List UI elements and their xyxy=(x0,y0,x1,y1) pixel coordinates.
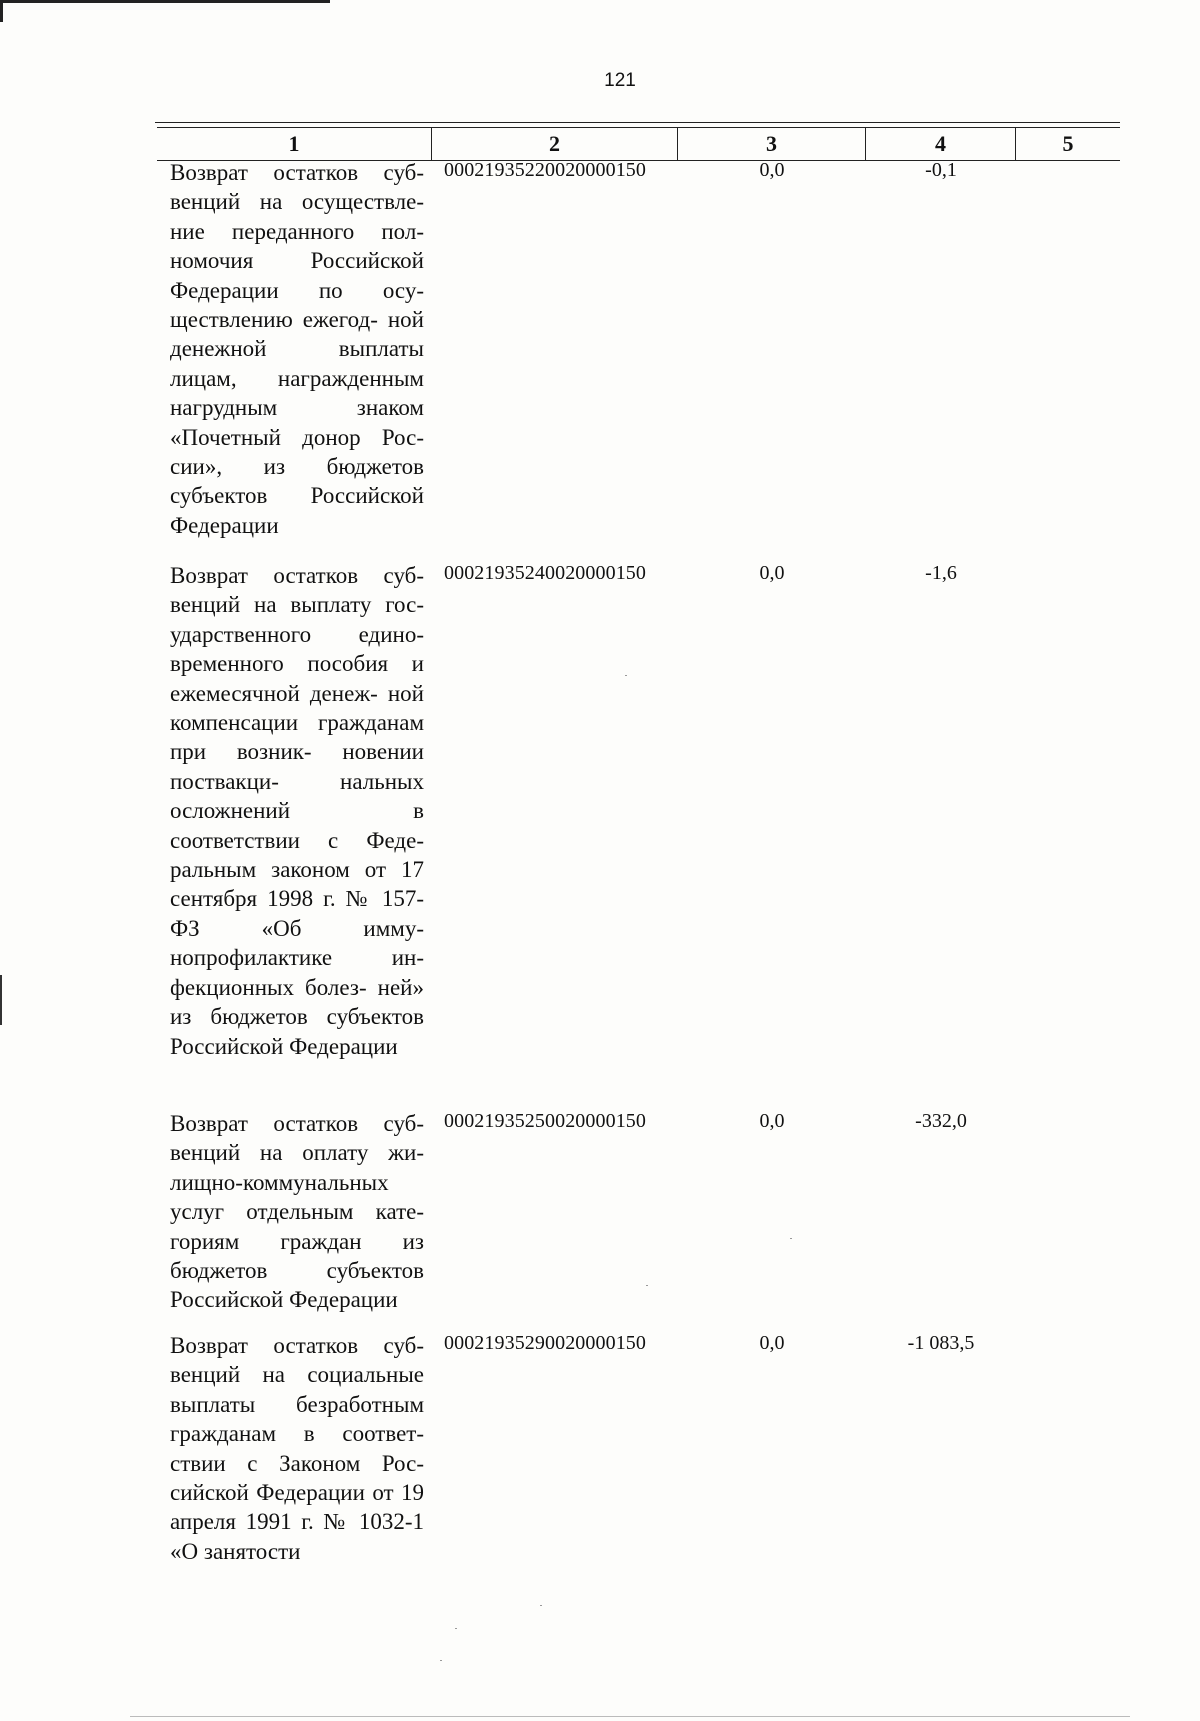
header-rule xyxy=(155,122,1120,123)
row-value-col4: -1,6 xyxy=(925,562,957,584)
row-value-col3: 0,0 xyxy=(759,1332,785,1354)
page-number: 121 xyxy=(604,70,636,91)
row-code: 00021935290020000150 xyxy=(444,1332,646,1354)
table-header xyxy=(157,127,1120,161)
column-header-4: 4 xyxy=(865,128,1015,160)
scan-edge-mark xyxy=(130,1716,1130,1717)
column-header-5: 5 xyxy=(1015,128,1120,160)
row-value-col3: 0,0 xyxy=(759,159,785,181)
row-description: Возврат остатков суб- венций на осуществле- ние переданного пол- номочия Российской Федерации по осу- ществлению ежегод- ной денежной выплаты лицам, награжденным нагрудным знаком «Почетный донор Рос- сии», из бюджетов субъектов Российской Федерации xyxy=(170,160,424,538)
scan-edge-mark xyxy=(0,0,3,22)
scan-edge-mark xyxy=(0,975,2,1025)
scan-speck xyxy=(540,1605,542,1606)
row-code: 00021935250020000150 xyxy=(444,1110,646,1132)
row-value-col3: 0,0 xyxy=(759,1110,785,1132)
row-value-col4: -332,0 xyxy=(915,1110,967,1132)
scan-speck xyxy=(646,1285,648,1286)
row-value-col4: -1 083,5 xyxy=(907,1332,975,1354)
scan-speck xyxy=(440,1660,442,1661)
row-description: Возврат остатков суб- венций на оплату жи- лищно-коммунальных услуг отдельным кате- гориям граждан из бюджетов субъектов Российской Федерации xyxy=(170,1111,424,1313)
scan-speck xyxy=(625,675,627,676)
row-code: 00021935220020000150 xyxy=(444,159,646,181)
column-header-1: 1 xyxy=(288,131,300,156)
row-value-col3: 0,0 xyxy=(759,562,785,584)
row-description: Возврат остатков суб- венций на социальные выплаты безработным гражданам в соответ- ствии с Законом Рос- сийской Федерации от 19 апреля 1991 г. № 1032-1 «О занятости xyxy=(170,1333,424,1564)
column-header-3: 3 xyxy=(677,128,865,160)
scan-edge-mark xyxy=(0,0,330,3)
row-description: Возврат остатков суб- венций на выплату гос- ударственного едино- временного пособия и ежемесячной денеж- ной компенсации гражданам при возник- новении поствакци- нальных осложнений в соответствии с Феде- ральным законом от 17 сентября 1998 г. № 157-ФЗ «Об имму- нопрофилактике ин- фекционных болез- ней» из бюджетов субъектов Российской Федерации xyxy=(170,563,424,1059)
scan-speck xyxy=(455,1628,457,1629)
column-header-2: 2 xyxy=(431,128,677,160)
scan-speck xyxy=(790,1238,792,1239)
row-code: 00021935240020000150 xyxy=(444,562,646,584)
row-value-col4: -0,1 xyxy=(925,159,957,181)
